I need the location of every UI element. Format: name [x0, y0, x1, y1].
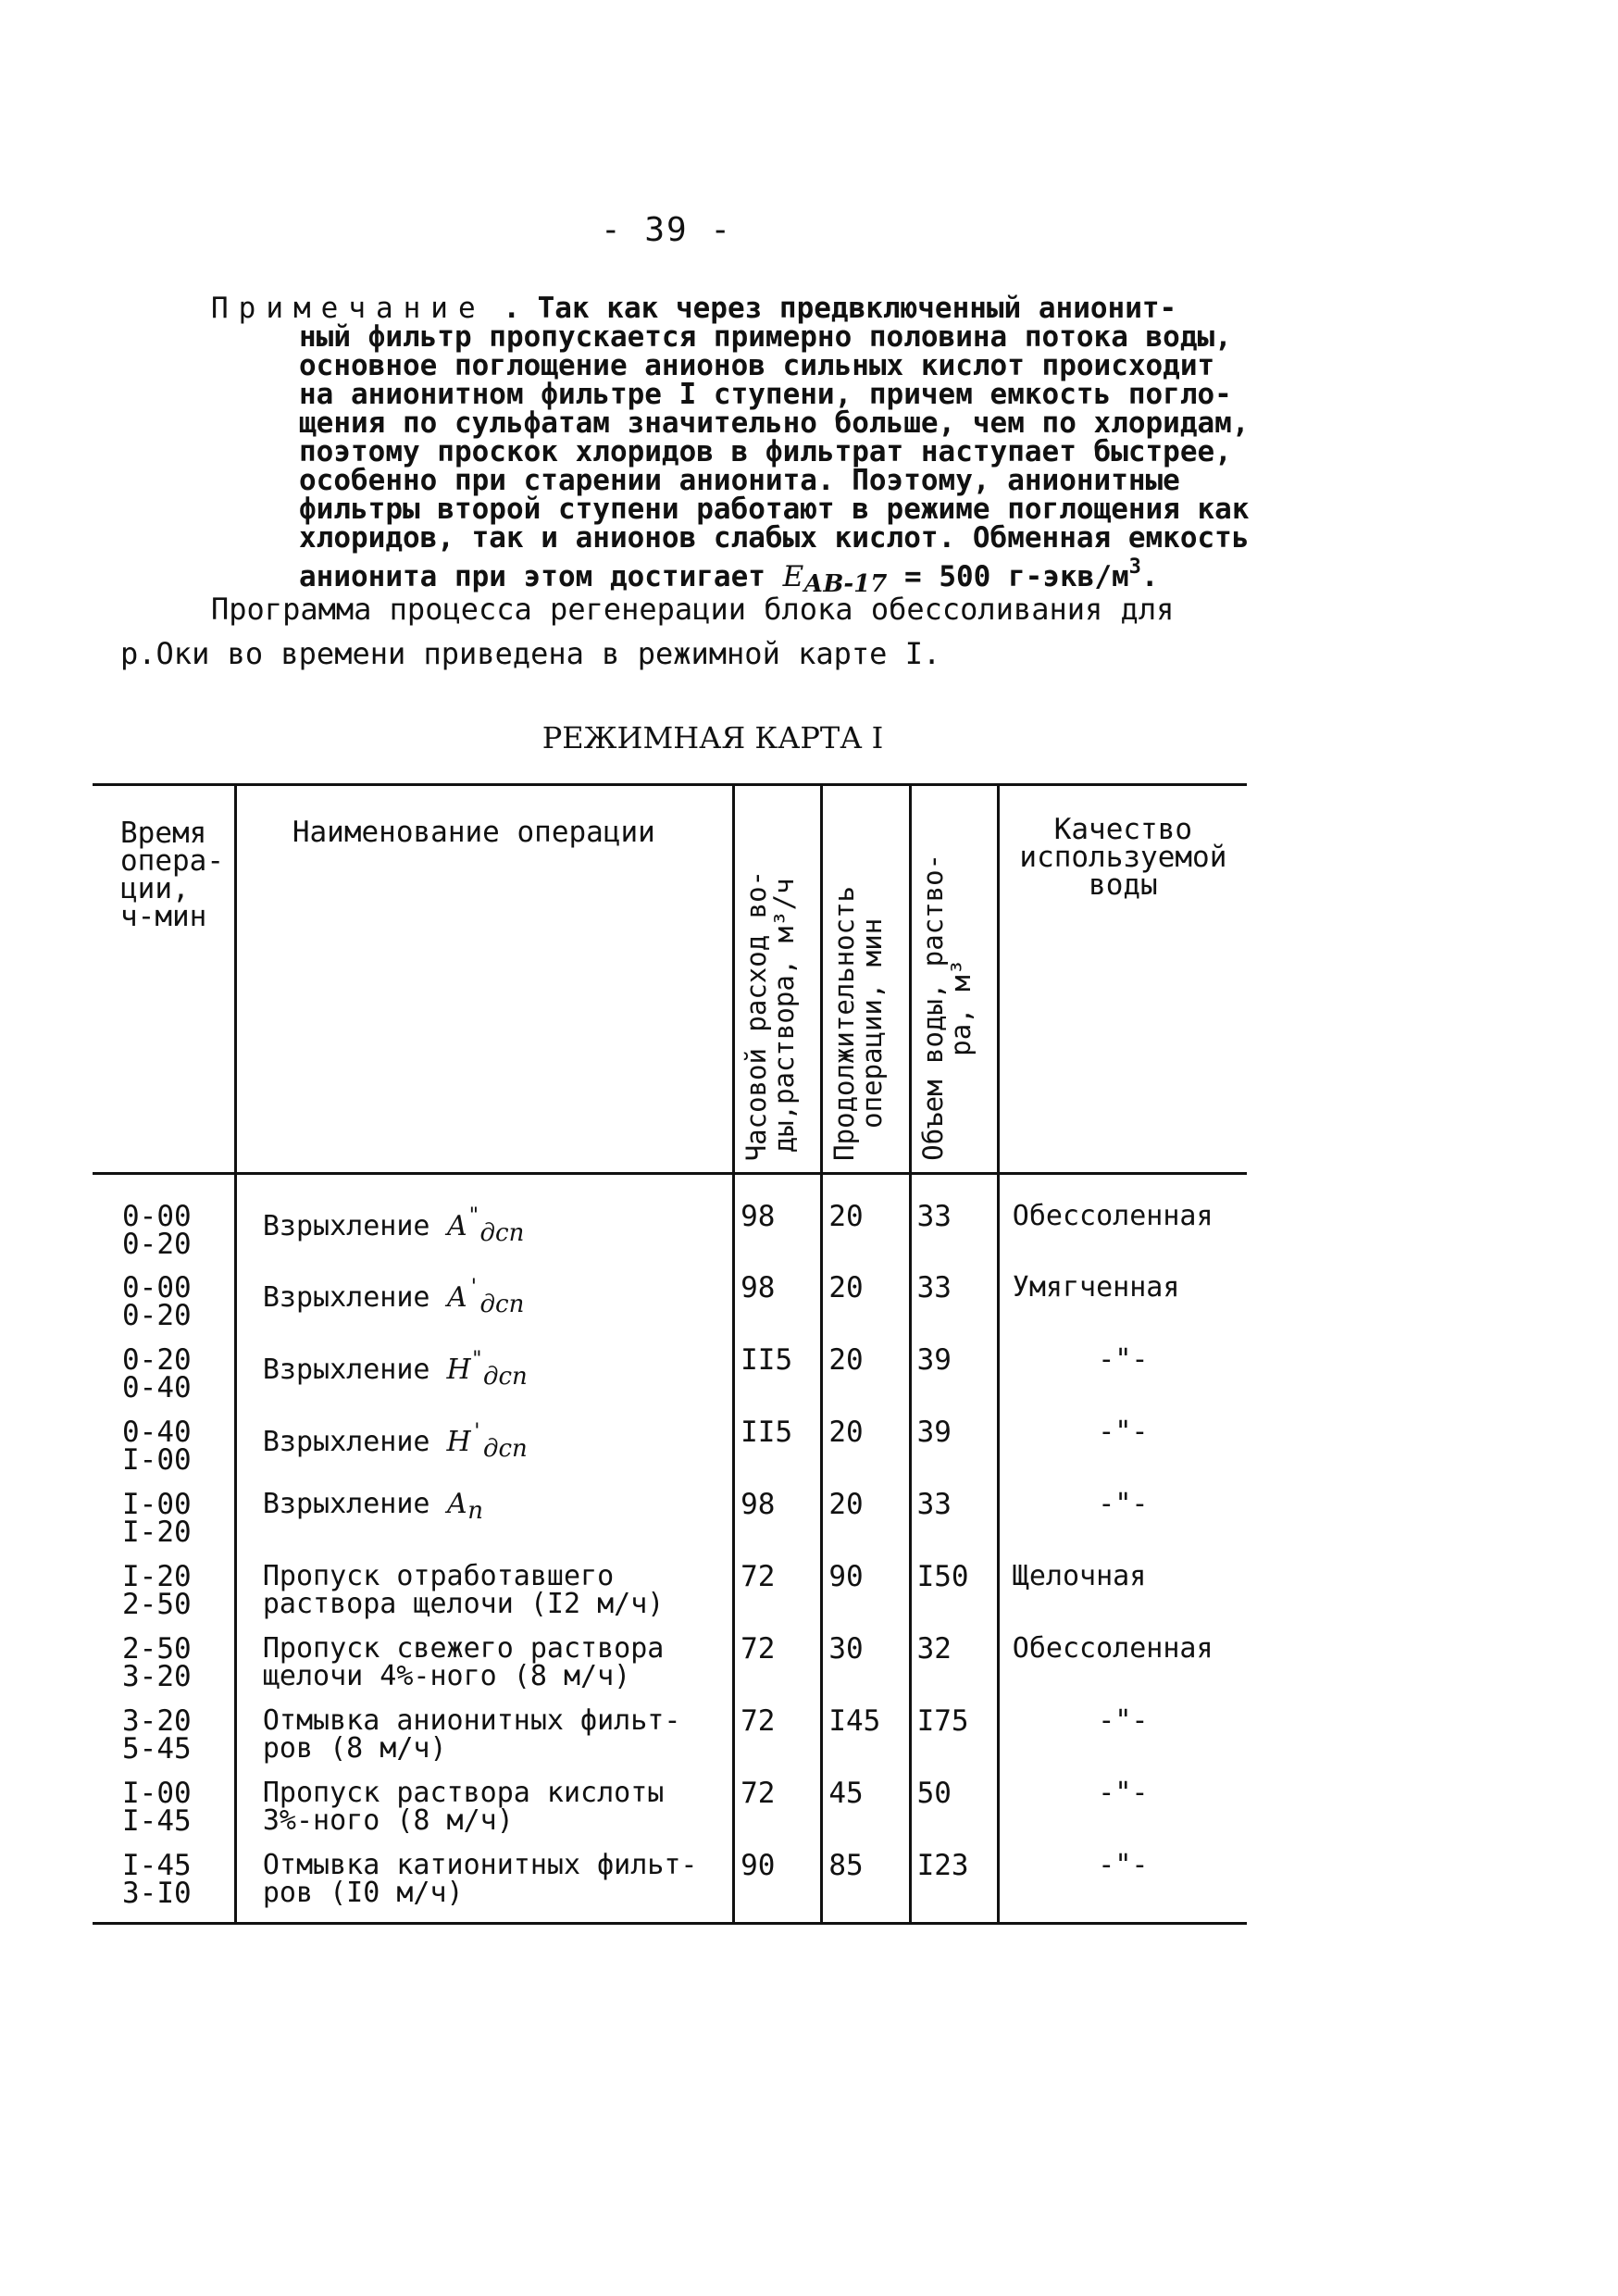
cell-volume: 39 [910, 1346, 998, 1418]
operation-line: Пропуск раствора кислоты [262, 1776, 665, 1809]
capacity-end: . [1140, 560, 1159, 593]
operation-line: 3%-ного (8 м/ч) [262, 1803, 514, 1837]
table-row [93, 1274, 1247, 1346]
header-quality-line: используемой [1019, 841, 1227, 874]
regime-table [93, 783, 1247, 1925]
cell-quality: -"- [998, 1491, 1247, 1563]
header-time-line: опера- [120, 844, 224, 878]
cell-time [93, 1270, 235, 1346]
paragraph-line-2: р.Оки во времени приведена в режимной карте I. [120, 636, 941, 671]
time-value: 3-20 [122, 1659, 192, 1693]
header-duration [822, 785, 910, 1174]
time-value: 5-45 [122, 1731, 192, 1766]
cell-quality: -"- [998, 1852, 1247, 1924]
cell-volume: 32 [910, 1635, 998, 1707]
operation-name: Взрыхление [262, 1210, 447, 1242]
cell-time [93, 1487, 235, 1563]
cell-time [93, 1174, 235, 1274]
note-line: на анионитном фильтре I ступени, причем емкость погло- [299, 378, 1232, 411]
time-value: 2-50 [122, 1587, 192, 1621]
time-value: I-45 [122, 1803, 192, 1838]
operation-name: Взрыхление [262, 1425, 447, 1458]
cell-flow: 72 [734, 1779, 822, 1852]
operation-text [263, 1418, 732, 1463]
header-time-line: Время [120, 817, 207, 850]
filter-symbol: А [446, 1280, 468, 1314]
filter-subscript: п [467, 1496, 484, 1525]
header-volume-line: ра, м³ [944, 958, 977, 1056]
operation-name: Взрыхление [262, 1280, 447, 1314]
time-value: 3-I0 [122, 1876, 192, 1910]
table-row [93, 1563, 1247, 1635]
time-value: 0-40 [122, 1370, 192, 1404]
cell-quality: -"- [998, 1779, 1247, 1852]
cell-duration: 85 [822, 1852, 910, 1924]
note-line: . Так как через предвключенный анионит- [503, 292, 1177, 325]
header-volume-line: Объем воды, раство- [916, 854, 949, 1161]
note-title: Примечание [211, 292, 486, 325]
time-value: I-00 [122, 1487, 192, 1521]
note-line: особенно при старении анионита. Поэтому, анионитные [299, 464, 1180, 497]
time-value: I-20 [122, 1559, 192, 1593]
table-title: РЕЖИМНАЯ КАРТА I [541, 720, 884, 755]
time-value: 0-00 [122, 1200, 192, 1233]
time-value: I-45 [122, 1848, 192, 1882]
cell-operation [235, 1848, 733, 1924]
header-quality-line: Качество [1053, 813, 1193, 846]
capacity-unit-sup: 3 [1128, 555, 1141, 579]
header-time-line: ции, [120, 872, 190, 905]
note-line: щения по сульфатам значительно больше, чем по хлоридам, [299, 406, 1250, 440]
operation-name: Взрыхление [262, 1353, 447, 1386]
operation-line: ров (8 м/ч) [262, 1731, 447, 1765]
header-volume [910, 785, 998, 1174]
time-value: 0-20 [122, 1298, 192, 1332]
cell-flow: II5 [734, 1418, 822, 1491]
note-line: основное поглощение анионов сильных кислот происходит [299, 349, 1215, 382]
cell-flow: 98 [734, 1174, 822, 1274]
cell-volume: 33 [910, 1274, 998, 1346]
filter-subscript: дсп [479, 1219, 525, 1247]
table-row [93, 1418, 1247, 1491]
note-line: фильтры второй ступени работают в режиме поглощения как [299, 493, 1250, 526]
filter-symbol: Н [446, 1425, 471, 1458]
operation-text [263, 1346, 732, 1391]
cell-time [93, 1342, 235, 1418]
header-flow-line: Часовой расход во- [741, 869, 773, 1161]
capacity-value: = 500 г-экв/м [904, 560, 1129, 593]
filter-prime: " [470, 1347, 483, 1371]
filter-symbol: А [446, 1210, 468, 1242]
cell-duration: 20 [822, 1418, 910, 1491]
table-row [93, 1707, 1247, 1779]
filter-subscript: дсп [479, 1290, 525, 1318]
time-value: 0-20 [122, 1228, 192, 1261]
note-line-prefix: анионита при этом достигает [299, 560, 765, 593]
filter-prime: ' [470, 1419, 483, 1443]
cell-quality: -"- [998, 1346, 1247, 1418]
cell-volume: I75 [910, 1707, 998, 1779]
time-value: I-00 [122, 1776, 192, 1810]
cell-flow: 72 [734, 1635, 822, 1707]
header-time-line: ч-мин [120, 900, 207, 933]
time-value: I-20 [122, 1515, 192, 1549]
cell-volume: 50 [910, 1779, 998, 1852]
cell-operation [235, 1776, 733, 1852]
cell-volume: 33 [910, 1491, 998, 1563]
cell-operation [235, 1418, 733, 1491]
header-flow [734, 785, 822, 1174]
cell-time [93, 1559, 235, 1635]
cell-operation [235, 1631, 733, 1707]
cell-flow: 72 [734, 1707, 822, 1779]
cell-volume: 33 [910, 1174, 998, 1274]
header-flow-line: ды,раствора, м³/ч [768, 878, 801, 1154]
filter-subscript: дсп [482, 1434, 528, 1463]
cell-quality: Обессоленная [998, 1174, 1247, 1274]
cell-volume: I23 [910, 1852, 998, 1924]
cell-operation [235, 1174, 733, 1274]
cell-operation [235, 1559, 733, 1635]
paragraph-line-1: Программа процесса регенерации блока обессоливания для [211, 592, 1175, 627]
cell-flow: 72 [734, 1563, 822, 1635]
time-value: 3-20 [122, 1703, 192, 1738]
cell-time [93, 1415, 235, 1491]
cell-flow: II5 [734, 1346, 822, 1418]
cell-quality: -"- [998, 1707, 1247, 1779]
operation-line: Отмывка анионитных фильт- [262, 1703, 681, 1737]
header-duration-line: Продолжительность [828, 886, 861, 1161]
table-row [93, 1491, 1247, 1563]
cell-duration: 90 [822, 1563, 910, 1635]
note-line: хлоридов, так и анионов слабых кислот. Обменная емкость [299, 521, 1250, 555]
operation-text [262, 1487, 732, 1525]
cell-duration: 20 [822, 1346, 910, 1418]
cell-time [93, 1631, 235, 1707]
operation-line: раствора щелочи (I2 м/ч) [262, 1587, 665, 1620]
header-duration-line: операции, мин [856, 918, 889, 1129]
cell-duration: 20 [822, 1491, 910, 1563]
filter-subscript: дсп [482, 1362, 528, 1391]
cell-time [93, 1848, 235, 1924]
cell-time [93, 1703, 235, 1779]
table-row [93, 1174, 1247, 1274]
capacity-symbol: E [782, 560, 804, 593]
note-block [211, 294, 1285, 599]
operation-line: щелочи 4%-ного (8 м/ч) [262, 1659, 631, 1692]
operation-text [263, 1203, 732, 1247]
note-line: ный фильтр пропускается примерно половина потока воды, [299, 320, 1232, 354]
time-value: 0-40 [122, 1415, 192, 1449]
filter-symbol: А [446, 1487, 468, 1520]
cell-flow: 90 [734, 1852, 822, 1924]
operation-name: Взрыхление [262, 1487, 447, 1520]
cell-duration: 45 [822, 1779, 910, 1852]
time-value: 0-20 [122, 1342, 192, 1377]
cell-duration: 30 [822, 1635, 910, 1707]
cell-volume: 39 [910, 1418, 998, 1491]
filter-prime: " [467, 1204, 480, 1228]
cell-operation [235, 1274, 733, 1346]
cell-operation [235, 1346, 733, 1418]
operation-line: ров (I0 м/ч) [262, 1876, 464, 1909]
operation-line: Пропуск свежего раствора [262, 1631, 665, 1665]
table-row [93, 1635, 1247, 1707]
cell-operation [235, 1487, 733, 1563]
header-time [93, 785, 235, 1174]
note-line: поэтому проскок хлоридов в фильтрат наступает быстрее, [299, 435, 1232, 468]
table-header-row [93, 785, 1247, 1174]
capacity-subscript: АВ-17 [803, 570, 888, 598]
table-row [93, 1779, 1247, 1852]
cell-quality: Щелочная [998, 1563, 1247, 1635]
operation-line: Пропуск отработавшего [262, 1559, 615, 1592]
header-quality [998, 785, 1247, 1174]
table-row [93, 1346, 1247, 1418]
cell-time [93, 1776, 235, 1852]
cell-duration: I45 [822, 1707, 910, 1779]
cell-volume: I50 [910, 1563, 998, 1635]
time-value: I-00 [122, 1442, 192, 1477]
table-row [93, 1852, 1247, 1924]
cell-flow: 98 [734, 1491, 822, 1563]
page-number: - 39 - [600, 211, 733, 249]
cell-quality: Обессоленная [998, 1635, 1247, 1707]
header-quality-line: воды [1089, 868, 1158, 902]
filter-prime: ' [467, 1275, 480, 1299]
cell-flow: 98 [734, 1274, 822, 1346]
cell-duration: 20 [822, 1174, 910, 1274]
time-value: 2-50 [122, 1631, 192, 1666]
cell-quality: -"- [998, 1418, 1247, 1491]
header-operation: Наименование операции [235, 785, 733, 1174]
time-value: 0-00 [122, 1270, 192, 1304]
filter-symbol: Н [446, 1353, 471, 1386]
operation-line: Отмывка катионитных фильт- [262, 1848, 698, 1881]
cell-quality: Умягченная [998, 1274, 1247, 1346]
operation-text [263, 1274, 732, 1318]
cell-operation [235, 1703, 733, 1779]
cell-duration: 20 [822, 1274, 910, 1346]
